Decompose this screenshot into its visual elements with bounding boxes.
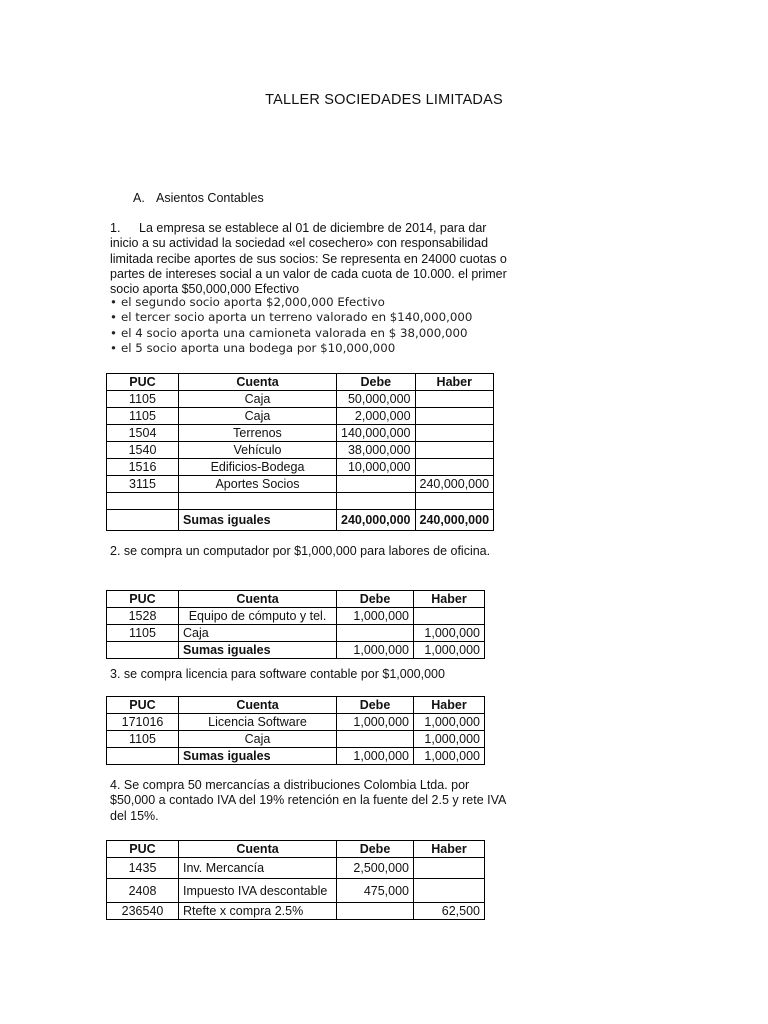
exercise-1-statement [110,221,530,297]
table-row [107,608,485,625]
exercise-1-line-text: La empresa se establece al 01 de diciembre de 2014, para dar [139,221,487,235]
puc-cell [107,748,179,765]
bullet-item: • el tercer socio aporta un terreno valorado en $140,000,000 [110,310,530,325]
table-header-row [107,374,494,391]
header-cuenta: Cuenta [179,374,337,391]
header-puc: PUC [107,374,179,391]
table-row [107,625,485,642]
exercise-1-bullets [110,295,530,356]
haber-cell [414,608,485,625]
puc-cell: 1105 [107,408,179,425]
table-totals-row [107,510,494,531]
header-haber: Haber [414,841,485,858]
debe-cell: 1,000,000 [337,608,414,625]
cuenta-cell: Rtefte x compra 2.5% [179,903,337,920]
cuenta-cell: Edificios-Bodega [179,459,337,476]
exercise-1-table [106,373,494,531]
header-haber: Haber [415,374,494,391]
debe-cell: 10,000,000 [337,459,416,476]
debe-cell [337,476,416,493]
puc-cell: 3115 [107,476,179,493]
cuenta-cell: Caja [179,391,337,408]
exercise-4-table [106,840,485,920]
exercise-2-table [106,590,485,659]
table-row [107,858,485,879]
table-header-row [107,697,485,714]
haber-cell: 1,000,000 [414,731,485,748]
header-debe: Debe [337,591,414,608]
haber-cell [415,459,494,476]
cuenta-cell: Vehículo [179,442,337,459]
puc-cell: 1528 [107,608,179,625]
exercise-4-statement [110,778,530,824]
cuenta-cell [179,493,337,510]
totals-haber: 240,000,000 [415,510,494,531]
page-title: TALLER SOCIEDADES LIMITADAS [265,92,503,108]
haber-cell: 62,500 [414,903,485,920]
header-cuenta: Cuenta [179,591,337,608]
cuenta-cell: Caja [179,625,337,642]
cuenta-cell: Caja [179,731,337,748]
header-puc: PUC [107,841,179,858]
cuenta-cell: Inv. Mercancía [179,858,337,879]
puc-cell: 1435 [107,858,179,879]
haber-cell [415,442,494,459]
debe-cell [337,493,416,510]
haber-cell [415,425,494,442]
totals-label: Sumas iguales [179,510,337,531]
header-cuenta: Cuenta [179,697,337,714]
header-puc: PUC [107,697,179,714]
cuenta-cell: Terrenos [179,425,337,442]
table-totals-row [107,642,485,659]
exercise-4-line: del 15%. [110,808,159,823]
section-label: Asientos Contables [156,191,264,205]
puc-cell [107,510,179,531]
debe-cell [337,731,414,748]
debe-cell: 2,500,000 [337,858,414,879]
debe-cell [337,903,414,920]
cuenta-cell: Aportes Socios [179,476,337,493]
puc-cell: 236540 [107,903,179,920]
table-row [107,476,494,493]
table-row [107,493,494,510]
section-letter: A. [133,191,145,205]
totals-label: Sumas iguales [179,748,337,765]
puc-cell: 1105 [107,731,179,748]
table-row [107,459,494,476]
haber-cell [414,879,485,903]
header-haber: Haber [414,591,485,608]
exercise-3-statement: 3. se compra licencia para software contable por $1,000,000 [110,667,445,681]
exercise-3-table [106,696,485,765]
haber-cell [415,493,494,510]
table-row [107,903,485,920]
puc-cell: 1105 [107,391,179,408]
header-debe: Debe [337,374,416,391]
table-header-row [107,841,485,858]
header-debe: Debe [337,697,414,714]
header-debe: Debe [337,841,414,858]
cuenta-cell: Caja [179,408,337,425]
table-row [107,731,485,748]
cuenta-cell: Equipo de cómputo y tel. [179,608,337,625]
table-row [107,879,485,903]
haber-cell [415,391,494,408]
table-row [107,714,485,731]
haber-cell: 240,000,000 [415,476,494,493]
exercise-2-statement: 2. se compra un computador por $1,000,000 para labores de oficina. [110,544,491,558]
totals-debe: 1,000,000 [337,748,414,765]
exercise-1-number: 1. [110,221,121,235]
header-cuenta: Cuenta [179,841,337,858]
exercise-4-line: $50,000 a contado IVA del 19% retención en la fuente del 2.5 y rete IVA [110,793,507,808]
puc-cell: 1504 [107,425,179,442]
cuenta-cell: Impuesto IVA descontable [179,879,337,903]
totals-label: Sumas iguales [179,642,337,659]
header-puc: PUC [107,591,179,608]
exercise-1-line: partes de intereses social a un valor de cada cuota de 10.000. el primer [110,266,507,281]
puc-cell: 1105 [107,625,179,642]
debe-cell: 140,000,000 [337,425,416,442]
exercise-1-line: socio aporta $50,000,000 Efectivo [110,282,300,297]
puc-cell: 1516 [107,459,179,476]
puc-cell [107,642,179,659]
table-totals-row [107,748,485,765]
exercise-1-line: inicio a su actividad la sociedad «el cosechero» con responsabilidad [110,236,489,251]
haber-cell: 1,000,000 [414,625,485,642]
section-heading [133,191,264,205]
exercise-1-line [110,221,530,236]
puc-cell: 2408 [107,879,179,903]
puc-cell: 171016 [107,714,179,731]
bullet-item: • el 4 socio aporta una camioneta valorada en $ 38,000,000 [110,326,530,341]
exercise-4-line: 4. Se compra 50 mercancías a distribuciones Colombia Ltda. por [110,778,470,792]
table-row [107,442,494,459]
debe-cell: 50,000,000 [337,391,416,408]
totals-haber: 1,000,000 [414,748,485,765]
puc-cell: 1540 [107,442,179,459]
haber-cell: 1,000,000 [414,714,485,731]
table-row [107,408,494,425]
table-row [107,425,494,442]
table-header-row [107,591,485,608]
haber-cell [414,858,485,879]
exercise-1-line: limitada recibe aportes de sus socios: Se representa en 24000 cuotas o [110,251,507,266]
debe-cell: 1,000,000 [337,714,414,731]
debe-cell [337,625,414,642]
debe-cell: 2,000,000 [337,408,416,425]
totals-debe: 240,000,000 [337,510,416,531]
puc-cell [107,493,179,510]
debe-cell: 475,000 [337,879,414,903]
totals-debe: 1,000,000 [337,642,414,659]
bullet-item: • el segundo socio aporta $2,000,000 Efectivo [110,295,530,310]
table-row [107,391,494,408]
bullet-item: • el 5 socio aporta una bodega por $10,000,000 [110,341,530,356]
cuenta-cell: Licencia Software [179,714,337,731]
haber-cell [415,408,494,425]
header-haber: Haber [414,697,485,714]
totals-haber: 1,000,000 [414,642,485,659]
debe-cell: 38,000,000 [337,442,416,459]
